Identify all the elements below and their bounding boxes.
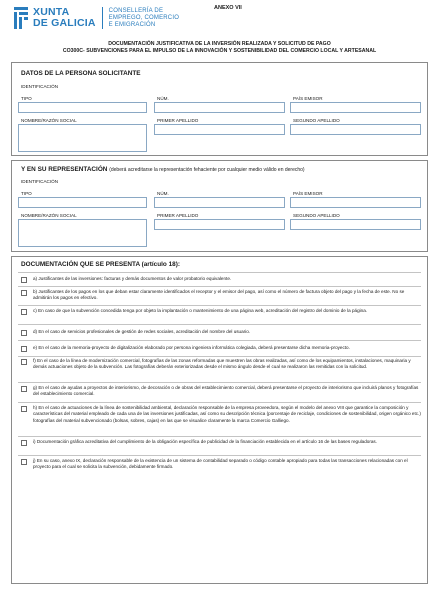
rep-primer-apellido-label: PRIMER APELLIDO xyxy=(157,213,199,218)
document-item-i-checkbox[interactable] xyxy=(21,440,27,446)
xunta-logo xyxy=(14,5,204,31)
applicant-section-title: DATOS DE LA PERSONA SOLICITANTE xyxy=(21,70,141,77)
rep-segundo-apellido-field[interactable] xyxy=(290,219,421,230)
divider xyxy=(18,455,421,456)
rep-tipo-label: TIPO xyxy=(21,191,32,196)
document-subtitle: CO300C- SUBVENCIONES PARA EL IMPULSO DE LA INNOVACIÓN Y SOSTENIBILIDAD DEL COMERCIO LOCAL Y ARTESANAL xyxy=(62,48,377,54)
rep-identification-label: IDENTIFICACIÓN xyxy=(21,179,59,184)
annex-label: ANEXO VII xyxy=(214,5,242,11)
document-item-h xyxy=(21,405,421,424)
logo-divider xyxy=(102,7,103,29)
xunta-emblem-icon xyxy=(14,7,28,29)
document-item-h-checkbox[interactable] xyxy=(21,406,27,412)
document-item-h-text: h) En el caso de actuaciones de la línea de sostenibilidad ambiental, declaración responsable de la empresa proveedora, según el modelo del anexo VIII que garantice la composición y características del material empleado de cada una de las inversiones justificadas, así como su descripción técnica (porcentaje de reciclaje, condiciones de sostenibilidad, origen orgánico etc.) fotografías del material subvencionado (bolsas, sobres, cajas) en las que se visualice claramente la marca Comercio Galliego. xyxy=(33,405,421,423)
tipo-label: TIPO xyxy=(21,96,32,101)
divider xyxy=(18,382,421,383)
rep-nombre-field[interactable] xyxy=(18,219,147,247)
divider xyxy=(18,272,421,273)
rep-pais-emisor-label: PAÍS EMISOR xyxy=(293,191,323,196)
num-field[interactable] xyxy=(154,102,285,113)
dept-line1: CONSELLERÍA DE xyxy=(108,7,164,14)
document-item-j-checkbox[interactable] xyxy=(21,459,27,465)
document-item-d-text: d) En el caso de servicios profesionales de gestión de redes sociales, acreditación del nombre del usuario. xyxy=(33,329,251,334)
document-item-i xyxy=(21,439,421,446)
document-item-c-checkbox[interactable] xyxy=(21,309,27,315)
rep-tipo-field[interactable] xyxy=(18,197,147,208)
document-item-a xyxy=(21,276,421,283)
document-item-b xyxy=(21,289,421,302)
divider xyxy=(18,305,421,306)
document-item-g-text: g) En el caso de ayudas a proyectos de interiorismo, de decoración o de obras del establecimiento comercial, deberá presentarse el proyecto de interiorismo que incluirá planos y fotografías del establecimiento comercial. xyxy=(33,385,419,397)
logo-line2: DE GALICIA xyxy=(33,17,96,29)
document-item-g-checkbox[interactable] xyxy=(21,386,27,392)
document-item-f-checkbox[interactable] xyxy=(21,359,27,365)
representative-section-title xyxy=(21,166,305,173)
representative-subtitle: (deberá acreditarse la representación fehaciente por cualquier medio válido en derecho) xyxy=(109,167,305,173)
document-item-a-text: a) Justificantes de las inversiones: facturas y demás documentos de valor probatorio equivalente. xyxy=(33,276,232,281)
document-item-f-text: f) En el caso de la línea de modernización comercial, fotografías de las zonas reformadas que muestren las obras realizadas, así como de los equipamientos, instalaciones, maquinaria y demás actuaciones objeto de la subvención. Las fotografías deberán exteriorizadas desde el mismo ángulo desde el cual se realizaron las remitidas con la solicitud. xyxy=(33,358,411,370)
document-item-d-checkbox[interactable] xyxy=(21,330,27,336)
divider xyxy=(18,324,421,325)
divider xyxy=(18,436,421,437)
documents-title-text: DOCUMENTACIÓN QUE SE PRESENTA xyxy=(21,261,140,268)
documents-section xyxy=(11,256,428,584)
primer-apellido-label: PRIMER APELLIDO xyxy=(157,118,199,123)
identification-label: IDENTIFICACIÓN xyxy=(21,84,59,89)
pais-emisor-field[interactable] xyxy=(290,102,421,113)
document-item-b-text: b) Justificantes de los pagos en los que deban estar claramente identificados el receptor y el emisor del pago, así como el número de factura objeto del pago y la fecha de este. No se admitirán los pagos en efectivo. xyxy=(33,289,405,301)
department-name xyxy=(109,8,179,29)
rep-num-label: NÚM. xyxy=(157,191,169,196)
divider xyxy=(18,356,421,357)
document-item-e-text: e) En el caso de la memoria-proyecto de digitalización elaborado por persona ingeniera informática colegiada, deberá presentarse dicha memoria-proyecto. xyxy=(33,345,350,350)
dept-line3: E EMIGRACIÓN xyxy=(108,21,156,28)
segundo-apellido-field[interactable] xyxy=(290,124,421,135)
segundo-apellido-label: SEGUNDO APELLIDO xyxy=(293,118,340,123)
tipo-field[interactable] xyxy=(18,102,147,113)
pais-emisor-label: PAÍS EMISOR xyxy=(293,96,323,101)
document-item-c xyxy=(21,308,421,315)
representative-section xyxy=(11,160,428,252)
document-item-j xyxy=(21,458,421,471)
document-item-e xyxy=(21,345,421,352)
rep-segundo-apellido-label: SEGUNDO APELLIDO xyxy=(293,213,340,218)
divider xyxy=(18,402,421,403)
document-title: DOCUMENTACIÓN JUSTIFICATIVA DE LA INVERSIÓN REALIZADA Y SOLICITUD DE PAGO xyxy=(108,41,331,47)
rep-num-field[interactable] xyxy=(154,197,285,208)
document-item-j-text: j) En su caso, anexo IX, declaración responsable de la existencia de un sistema de contabilidad separado o código contable apropiado para todas las transacciones relacionadas con el proyecto para el cual se solicita la subvención, debidamente firmado. xyxy=(33,458,408,470)
document-item-a-checkbox[interactable] xyxy=(21,277,27,283)
document-item-g xyxy=(21,385,421,398)
document-item-f xyxy=(21,358,421,371)
document-item-e-checkbox[interactable] xyxy=(21,346,27,352)
logo-name xyxy=(33,7,96,29)
nombre-label: NOMBRE/RAZÓN SOCIAL xyxy=(21,118,77,123)
num-label: NÚM. xyxy=(157,96,169,101)
divider xyxy=(18,340,421,341)
divider xyxy=(18,286,421,287)
rep-primer-apellido-field[interactable] xyxy=(154,219,285,230)
representative-title-text: Y EN SU REPRESENTACIÓN xyxy=(21,166,108,173)
nombre-field[interactable] xyxy=(18,124,147,152)
logo-line1: XUNTA xyxy=(33,6,70,18)
applicant-section xyxy=(11,62,428,156)
rep-nombre-label: NOMBRE/RAZÓN SOCIAL xyxy=(21,213,77,218)
document-item-c-text: c) En caso de que la subvención concedida tenga por objeto la implantación o mantenimiento de una página web, acreditación del registro del dominio de la página. xyxy=(33,308,368,313)
document-item-d xyxy=(21,329,421,336)
document-item-i-text: i) Documentación gráfica acreditativa del cumplimiento de la obligación específica de publicidad de la financiación establecida en el artículo 16 de las bases reguladoras. xyxy=(33,439,377,444)
primer-apellido-field[interactable] xyxy=(154,124,285,135)
rep-pais-emisor-field[interactable] xyxy=(290,197,421,208)
dept-line2: EMPREGO, COMERCIO xyxy=(108,14,180,21)
documents-title-ref: (artículo 18): xyxy=(141,261,180,268)
document-item-b-checkbox[interactable] xyxy=(21,290,27,296)
documents-section-title xyxy=(21,261,180,268)
